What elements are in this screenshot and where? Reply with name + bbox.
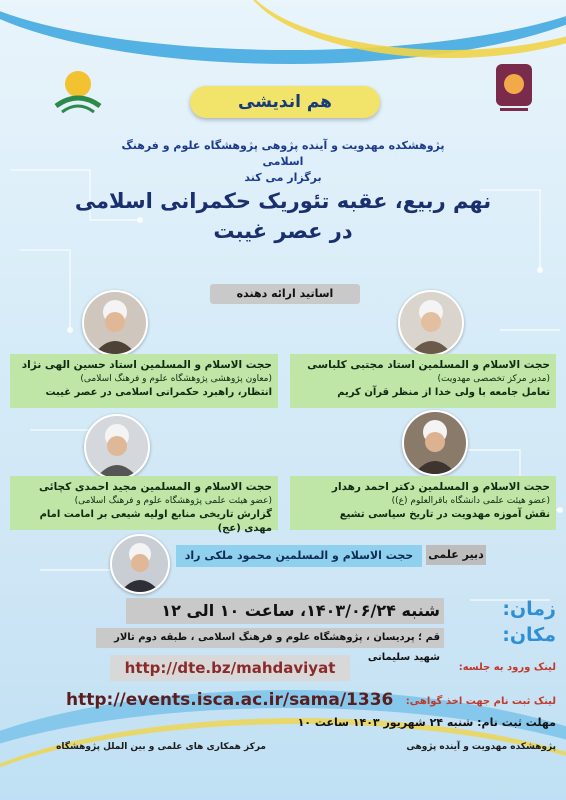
secretary-name: حجت الاسلام و المسلمین محمود ملکی راد [176, 545, 422, 567]
presenter-4-photo [84, 414, 150, 480]
footer-left: مرکز همکاری های علمی و بین الملل پژوهشگاه [56, 742, 266, 752]
organizer-line-1: پژوهشکده مهدویت و آینده پژوهی پژوهشگاه علوم و فرهنگ اسلامی [121, 139, 445, 168]
presenter-3-photo [402, 410, 468, 476]
event-type-badge: هم اندیشی [190, 86, 380, 118]
title-line-2: در عصر غیبت [213, 219, 353, 243]
presenter-card-2 [10, 354, 278, 408]
presenter-role: (معاون پژوهشی پژوهشگاه علوم و فرهنگ اسلامی) [80, 374, 272, 384]
presenter-topic: انتظار، راهبرد حکمرانی اسلامی در عصر غیبت [45, 387, 272, 398]
presenter-name: حجت الاسلام و المسلمین استاد مجتبی کلباسی [307, 359, 550, 371]
presenter-role: (مدیر مرکز تخصصی مهدویت) [437, 374, 550, 384]
session-link-label: لینک ورود به جلسه: [458, 662, 556, 673]
event-title [60, 186, 506, 246]
session-link[interactable]: http://dte.bz/mahdaviyat [110, 655, 350, 681]
time-label: زمان: [502, 598, 556, 620]
certificate-link[interactable]: http://events.isca.ac.ir/sama/1336 [66, 690, 394, 710]
presenter-topic: تعامل جامعه با ولی خدا از منظر قرآن کریم [337, 387, 550, 398]
secretary-photo [110, 534, 170, 594]
presenters-label: اساتید ارائه دهنده [210, 284, 360, 304]
secretary-label: دبیر علمی [426, 545, 486, 565]
organizer-line-2: برگزار می کند [244, 171, 322, 184]
place-label: مکان: [502, 624, 556, 646]
footer-right: پژوهشکده مهدویت و آینده پژوهی [406, 742, 556, 752]
presenter-name: حجت الاسلام و المسلمین دکتر احمد رهدار [331, 481, 550, 493]
place-value: قم ؛ پردیسان ، پژوهشگاه علوم و فرهنگ اسلامی ، طبقه دوم تالار شهید سلیمانی [114, 632, 440, 663]
time-value: شنبه ۱۴۰۳/۰۶/۲۴، ساعت ۱۰ الی ۱۲ [161, 601, 440, 620]
presenter-card-3 [290, 476, 556, 530]
presenter-card-1 [290, 354, 556, 408]
presenter-topic: نقش آموزه مهدویت در تاریخ سیاسی تشیع [339, 509, 550, 520]
presenter-card-4 [10, 476, 278, 534]
presenter-topic: گزارش تاریخی منابع اولیه شیعی بر امامت امام مهدی (عج) [39, 509, 272, 534]
presenter-2-photo [82, 290, 148, 356]
research-center-logo [484, 58, 544, 118]
presenter-1-photo [398, 290, 464, 356]
institute-logo [48, 62, 108, 122]
presenter-name: حجت الاسلام و المسلمین استاد حسین الهی نژاد [21, 359, 272, 371]
certificate-link-label: لینک ثبت نام جهت اخذ گواهی: [405, 696, 556, 707]
presenter-role: (عضو هیئت علمی دانشگاه باقرالعلوم (ع)) [391, 496, 550, 506]
presenter-name: حجت الاسلام و المسلمین مجید احمدی کچائی [39, 481, 272, 493]
presenter-role: (عضو هیئت علمی پژوهشگاه علوم و فرهنگ اسلامی) [74, 496, 272, 506]
title-line-1: نهم ربیع، عقبه تئوریک حکمرانی اسلامی [74, 189, 492, 213]
registration-deadline: مهلت ثبت نام: شنبه ۲۴ شهریور ۱۴۰۳ ساعت ۱۰ [297, 716, 556, 729]
organizer-text [110, 138, 456, 186]
